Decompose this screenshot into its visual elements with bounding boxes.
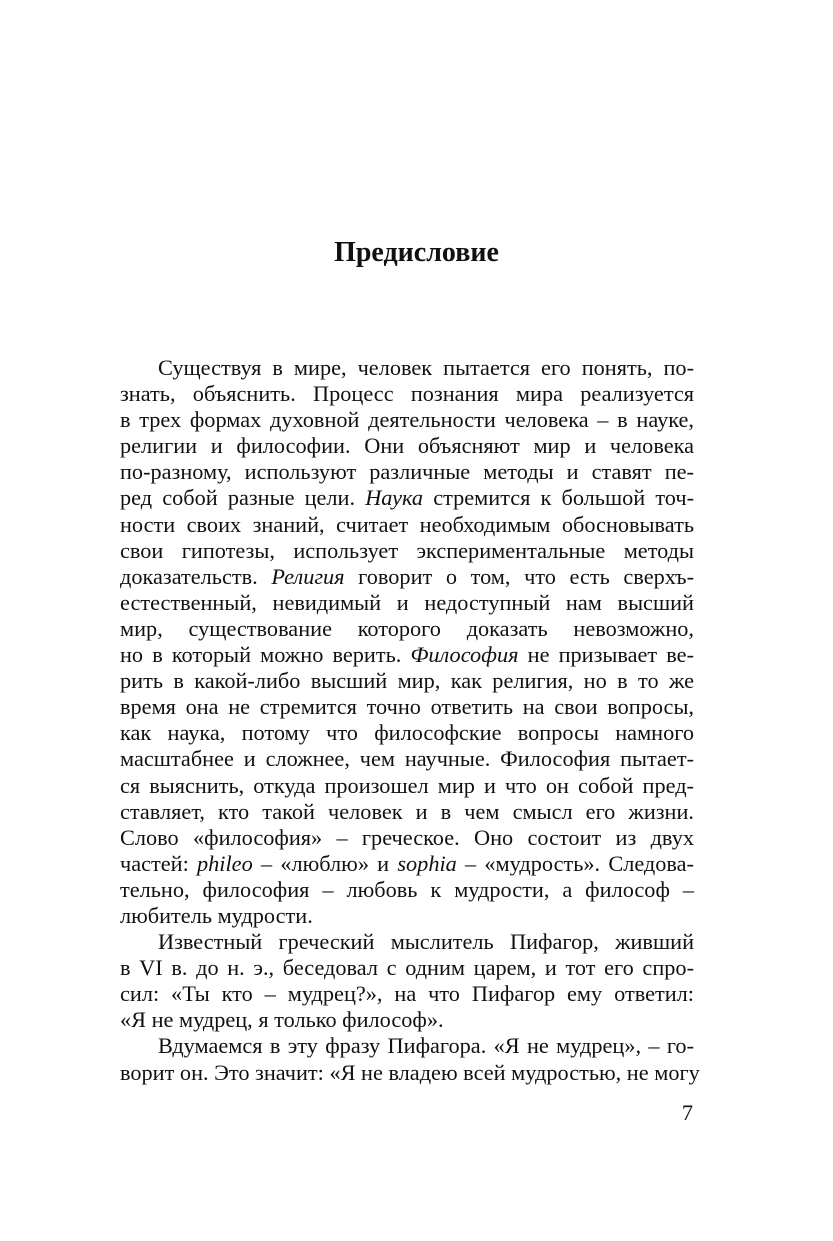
text-line: в VI в. до н. э., беседовал с одним царем, и тот его спро-	[120, 955, 694, 981]
text-line: частей: phileo – «люблю» и sophia – «мудрость». Следова-	[120, 850, 694, 876]
text-line: ности своих знаний, считает необходимым обосновывать	[120, 511, 694, 537]
text-line: Существуя в мире, человек пытается его понять, по-	[158, 355, 694, 380]
text-line: знать, объяснить. Процесс познания мира реализуется	[120, 381, 694, 407]
text-line: масштабнее и сложнее, чем научные. Философия пытает-	[120, 746, 694, 772]
term-religiya: Религия	[271, 563, 345, 589]
text-line: время она не стремится точно ответить на свои вопросы,	[120, 694, 694, 720]
term-sophia: sophia	[397, 850, 457, 876]
text-line: но в который можно верить. Философия не призывает ве-	[120, 642, 695, 668]
text-line: тельно, философия – любовь к мудрости, а философ –	[120, 876, 694, 902]
text-line: мир, существование которого доказать невозможно,	[120, 615, 694, 641]
text-line: по-разному, используют различные методы и ставят пе-	[120, 459, 694, 485]
text-line: в трех формах духовной деятельности человека – в науке,	[120, 407, 694, 433]
term-phileo: phileo	[197, 850, 253, 876]
text-line: как наука, потому что философские вопросы намного	[120, 720, 694, 746]
text-line: сил: «Ты кто – мудрец?», на что Пифагор ему ответил:	[120, 981, 694, 1007]
term-nauka: Наука	[365, 485, 424, 511]
page-number: 7	[681, 1100, 693, 1125]
text-line: Известный греческий мыслитель Пифагор, живший	[158, 929, 694, 955]
body-text	[120, 355, 700, 1086]
text-line: рить в какой-либо высший мир, как религия, но в то же	[120, 668, 694, 694]
text-line: любитель мудрости.	[120, 902, 313, 928]
text-line: Вдумаемся в эту фразу Пифагора. «Я не мудрец», – го-	[158, 1033, 694, 1059]
chapter-title: Предисловие	[334, 237, 499, 268]
term-filosofiya: Философия	[410, 642, 519, 668]
text-line: естественный, невидимый и недоступный нам высший	[120, 589, 694, 615]
text-line: ся выяснить, откуда произошел мир и что он собой пред-	[120, 772, 694, 798]
text-line: религии и философии. Они объясняют мир и человека	[120, 433, 694, 459]
text-line: Слово «философия» – греческое. Оно состоит из двух	[120, 824, 694, 850]
text-line: «Я не мудрец, я только философ».	[120, 1007, 444, 1033]
text-line: свои гипотезы, использует экспериментальные методы	[120, 537, 694, 563]
text-line: доказательств. Религия говорит о том, что есть сверхъ-	[120, 563, 694, 589]
text-line: ред собой разные цели. Наука стремится к большой точ-	[120, 485, 694, 511]
text-line: ворит он. Это значит: «Я не владею всей мудростью, не могу	[120, 1059, 700, 1085]
text-line: ставляет, кто такой человек и в чем смысл его жизни.	[120, 798, 694, 824]
